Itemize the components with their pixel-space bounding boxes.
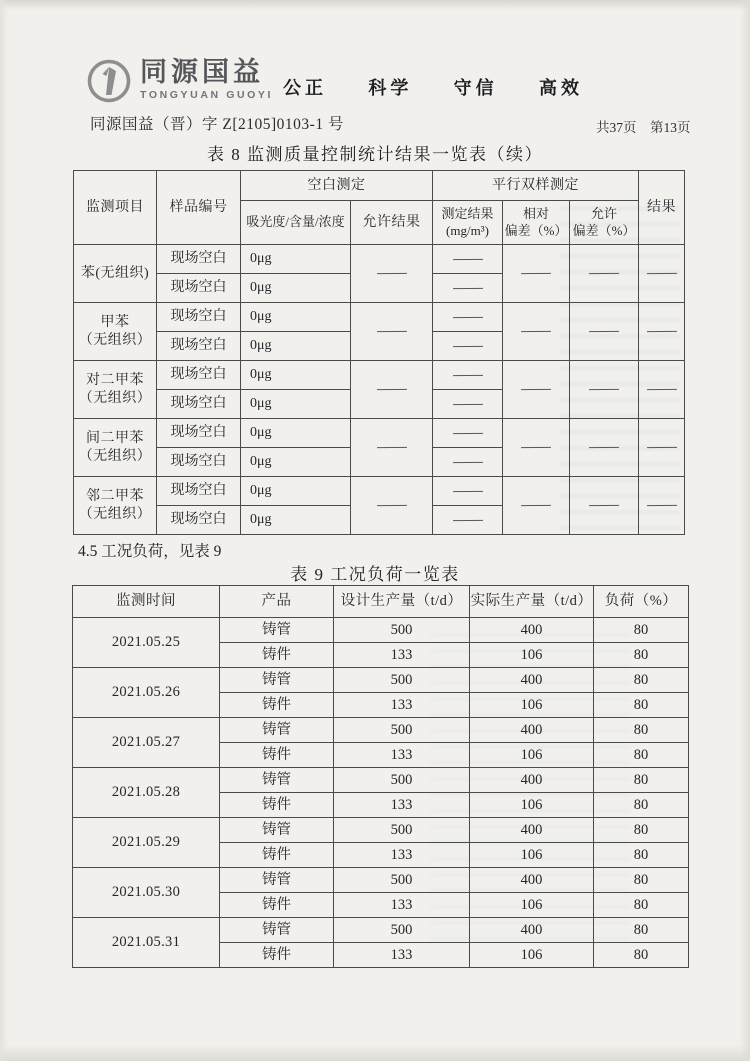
product-cell: 铸件	[220, 743, 334, 768]
load-cell: 80	[594, 643, 689, 668]
blank-value-cell: 0μg	[241, 506, 351, 535]
slogan-word: 科学	[368, 78, 413, 98]
monitor-date-cell: 2021.05.27	[73, 718, 220, 768]
col-group-blank: 空白测定	[241, 171, 433, 201]
actual-output-cell: 400	[470, 718, 594, 743]
product-cell: 铸管	[220, 918, 334, 943]
load-cell: 80	[594, 768, 689, 793]
allow-result-dash-cell	[351, 419, 433, 477]
actual-output-cell: 400	[470, 768, 594, 793]
monitor-item-cell	[74, 303, 157, 361]
dash-mark	[589, 331, 619, 332]
product-cell: 铸件	[220, 643, 334, 668]
design-output-cell: 133	[334, 693, 470, 718]
sample-cell: 现场空白	[157, 419, 241, 448]
col-header-relative-line1: 相对	[522, 206, 549, 222]
monitor-date-cell: 2021.05.31	[73, 918, 220, 968]
dash-mark	[521, 331, 551, 332]
blank-value-cell: 0μg	[241, 332, 351, 361]
work-load-table	[72, 585, 689, 968]
page-number-info: 共37页 第13页	[596, 120, 691, 135]
allow-dev-dash-cell	[570, 245, 639, 303]
product-cell: 铸件	[220, 843, 334, 868]
product-cell: 铸管	[220, 768, 334, 793]
measure-result-dash-cell	[433, 477, 503, 506]
load-cell: 80	[594, 693, 689, 718]
measure-result-dash-cell	[433, 390, 503, 419]
design-output-cell: 500	[334, 818, 470, 843]
monitor-item-line1: 对二甲苯	[86, 373, 144, 388]
quality-control-table-wrap	[73, 170, 684, 535]
blank-value-cell: 0μg	[241, 245, 351, 274]
design-output-cell: 133	[334, 943, 470, 968]
col-header-allowdev-line2: 偏差（%）	[572, 222, 636, 238]
actual-output-cell: 106	[470, 893, 594, 918]
slogan-word: 高效	[538, 78, 583, 98]
col-header-product: 产品	[220, 586, 334, 618]
blank-value-cell: 0μg	[241, 390, 351, 419]
company-slogan	[283, 74, 583, 100]
monitor-item-line1: 苯(无组织)	[80, 265, 150, 281]
slogan-word: 公正	[283, 78, 327, 98]
design-output-cell: 133	[334, 743, 470, 768]
monitor-item-line2: （无组织）	[78, 332, 152, 348]
col-header-monitor-time: 监测时间	[73, 586, 220, 618]
relative-dev-dash-cell	[503, 303, 570, 361]
dash-mark	[589, 505, 619, 506]
product-cell: 铸件	[220, 893, 334, 918]
design-output-cell: 500	[334, 918, 470, 943]
monitor-item-cell	[74, 245, 157, 303]
dash-mark	[452, 432, 482, 433]
monitor-item-line2: （无组织）	[78, 390, 152, 406]
actual-output-cell: 106	[470, 793, 594, 818]
col-header-design-output: 设计生产量（t/d）	[334, 586, 470, 618]
actual-output-cell: 400	[470, 818, 594, 843]
dash-mark	[647, 447, 677, 448]
sample-cell: 现场空白	[157, 361, 241, 390]
blank-value-cell: 0μg	[241, 448, 351, 477]
design-output-cell: 500	[334, 718, 470, 743]
sample-cell: 现场空白	[157, 274, 241, 303]
col-header-relative-dev	[503, 201, 570, 245]
monitor-date-cell: 2021.05.30	[73, 868, 220, 918]
sample-cell: 现场空白	[157, 390, 241, 419]
table9-title: 表 9 工况负荷一览表	[290, 565, 460, 584]
product-cell: 铸件	[220, 943, 334, 968]
monitor-item-line2: （无组织）	[78, 506, 152, 522]
actual-output-cell: 106	[470, 743, 594, 768]
measure-result-dash-cell	[433, 274, 503, 303]
page-edge-shadow-top	[0, 0, 750, 10]
work-load-table-wrap	[72, 585, 688, 968]
company-logo	[86, 58, 273, 104]
sample-cell: 现场空白	[157, 477, 241, 506]
dash-mark	[452, 345, 482, 346]
col-header-measure-line1: 测定结果	[441, 206, 494, 222]
design-output-cell: 133	[334, 793, 470, 818]
measure-result-dash-cell	[433, 303, 503, 332]
col-header-absorbance: 吸光度/含量/浓度	[241, 201, 351, 245]
allow-result-dash-cell	[351, 361, 433, 419]
col-header-allow-dev	[570, 201, 639, 245]
dash-mark	[521, 273, 551, 274]
allow-result-dash-cell	[351, 245, 433, 303]
blank-value-cell: 0μg	[241, 361, 351, 390]
dash-mark	[452, 316, 482, 317]
actual-output-cell: 106	[470, 943, 594, 968]
sample-cell: 现场空白	[157, 506, 241, 535]
dash-mark	[647, 505, 677, 506]
relative-dev-dash-cell	[503, 477, 570, 535]
load-cell: 80	[594, 718, 689, 743]
monitor-item-line1: 邻二甲苯	[86, 489, 144, 504]
monitor-date-cell: 2021.05.26	[73, 668, 220, 718]
sample-cell: 现场空白	[157, 448, 241, 477]
col-header-measure	[433, 201, 503, 245]
dash-mark	[452, 490, 482, 491]
load-cell: 80	[594, 893, 689, 918]
dash-mark	[647, 273, 677, 274]
product-cell: 铸管	[220, 818, 334, 843]
monitor-item-cell	[74, 419, 157, 477]
result-dash-cell	[639, 477, 685, 535]
allow-dev-dash-cell	[570, 419, 639, 477]
monitor-item-cell	[74, 477, 157, 535]
dash-mark	[647, 389, 677, 390]
dash-mark	[521, 505, 551, 506]
col-group-parallel: 平行双样测定	[433, 171, 639, 201]
measure-result-dash-cell	[433, 332, 503, 361]
measure-result-dash-cell	[433, 245, 503, 274]
dash-mark	[452, 461, 482, 462]
relative-dev-dash-cell	[503, 245, 570, 303]
design-output-cell: 500	[334, 668, 470, 693]
logo-circle-icon	[86, 58, 132, 104]
col-header-measure-line2: (mg/m³)	[446, 222, 489, 238]
dash-mark	[452, 403, 482, 404]
brand-name-en: TONGYUAN GUOYI	[140, 88, 274, 101]
dash-mark	[647, 331, 677, 332]
product-cell: 铸件	[220, 693, 334, 718]
dash-mark	[452, 374, 482, 375]
result-dash-cell	[639, 419, 685, 477]
load-cell: 80	[594, 618, 689, 643]
brand-name-cn: 同源国益	[140, 57, 264, 87]
load-cell: 80	[594, 793, 689, 818]
product-cell: 铸管	[220, 668, 334, 693]
measure-result-dash-cell	[433, 506, 503, 535]
monitor-item-cell	[74, 361, 157, 419]
result-dash-cell	[639, 245, 685, 303]
load-cell: 80	[594, 943, 689, 968]
design-output-cell: 500	[334, 618, 470, 643]
actual-output-cell: 106	[470, 643, 594, 668]
dash-mark	[376, 447, 406, 448]
dash-mark	[376, 273, 406, 274]
load-cell: 80	[594, 918, 689, 943]
measure-result-dash-cell	[433, 448, 503, 477]
actual-output-cell: 400	[470, 618, 594, 643]
design-output-cell: 133	[334, 843, 470, 868]
col-header-allowdev-line1: 允许	[591, 206, 618, 222]
product-cell: 铸管	[220, 718, 334, 743]
monitor-item-line1: 间二甲苯	[86, 431, 144, 446]
monitor-date-cell: 2021.05.29	[73, 818, 220, 868]
sample-cell: 现场空白	[157, 245, 241, 274]
product-cell: 铸管	[220, 868, 334, 893]
relative-dev-dash-cell	[503, 419, 570, 477]
col-header-sample: 样品编号	[157, 171, 241, 245]
dash-mark	[452, 258, 482, 259]
dash-mark	[589, 389, 619, 390]
design-output-cell: 133	[334, 893, 470, 918]
result-dash-cell	[639, 303, 685, 361]
blank-value-cell: 0μg	[241, 419, 351, 448]
dash-mark	[589, 447, 619, 448]
design-output-cell: 500	[334, 868, 470, 893]
col-header-actual-output: 实际生产量（t/d）	[470, 586, 594, 618]
monitor-date-cell: 2021.05.25	[73, 618, 220, 668]
dash-mark	[452, 287, 482, 288]
dash-mark	[521, 447, 551, 448]
monitor-date-cell: 2021.05.28	[73, 768, 220, 818]
actual-output-cell: 106	[470, 843, 594, 868]
result-dash-cell	[639, 361, 685, 419]
section-4-5-heading: 4.5 工况负荷，见表 9	[78, 543, 222, 560]
product-cell: 铸管	[220, 618, 334, 643]
allow-result-dash-cell	[351, 477, 433, 535]
allow-dev-dash-cell	[570, 303, 639, 361]
actual-output-cell: 400	[470, 668, 594, 693]
product-cell: 铸件	[220, 793, 334, 818]
page-edge-shadow-bottom	[0, 1045, 750, 1061]
load-cell: 80	[594, 743, 689, 768]
col-header-load: 负荷（%）	[594, 586, 689, 618]
col-header-allow-result: 允许结果	[351, 201, 433, 245]
col-header-relative-line2: 偏差（%）	[504, 222, 568, 238]
measure-result-dash-cell	[433, 419, 503, 448]
design-output-cell: 133	[334, 643, 470, 668]
blank-value-cell: 0μg	[241, 274, 351, 303]
allow-dev-dash-cell	[570, 477, 639, 535]
dash-mark	[376, 331, 406, 332]
design-output-cell: 500	[334, 768, 470, 793]
load-cell: 80	[594, 868, 689, 893]
sample-cell: 现场空白	[157, 303, 241, 332]
allow-dev-dash-cell	[570, 361, 639, 419]
dash-mark	[589, 273, 619, 274]
actual-output-cell: 400	[470, 918, 594, 943]
load-cell: 80	[594, 818, 689, 843]
actual-output-cell: 106	[470, 693, 594, 718]
dash-mark	[452, 519, 482, 520]
col-header-result: 结果	[639, 171, 685, 245]
blank-value-cell: 0μg	[241, 303, 351, 332]
relative-dev-dash-cell	[503, 361, 570, 419]
sample-cell: 现场空白	[157, 332, 241, 361]
blank-value-cell: 0μg	[241, 477, 351, 506]
dash-mark	[376, 505, 406, 506]
dash-mark	[521, 389, 551, 390]
slogan-word: 守信	[453, 78, 498, 98]
load-cell: 80	[594, 843, 689, 868]
monitor-item-line2: （无组织）	[78, 448, 152, 464]
document-number: 同源国益（晋）字 Z[2105]0103-1 号	[90, 116, 344, 133]
table8-title: 表 8 监测质量控制统计结果一览表（续）	[207, 145, 543, 164]
quality-control-table	[73, 170, 685, 535]
col-header-project: 监测项目	[74, 171, 157, 245]
load-cell: 80	[594, 668, 689, 693]
allow-result-dash-cell	[351, 303, 433, 361]
actual-output-cell: 400	[470, 868, 594, 893]
monitor-item-line1: 甲苯	[100, 315, 130, 330]
measure-result-dash-cell	[433, 361, 503, 390]
dash-mark	[376, 389, 406, 390]
